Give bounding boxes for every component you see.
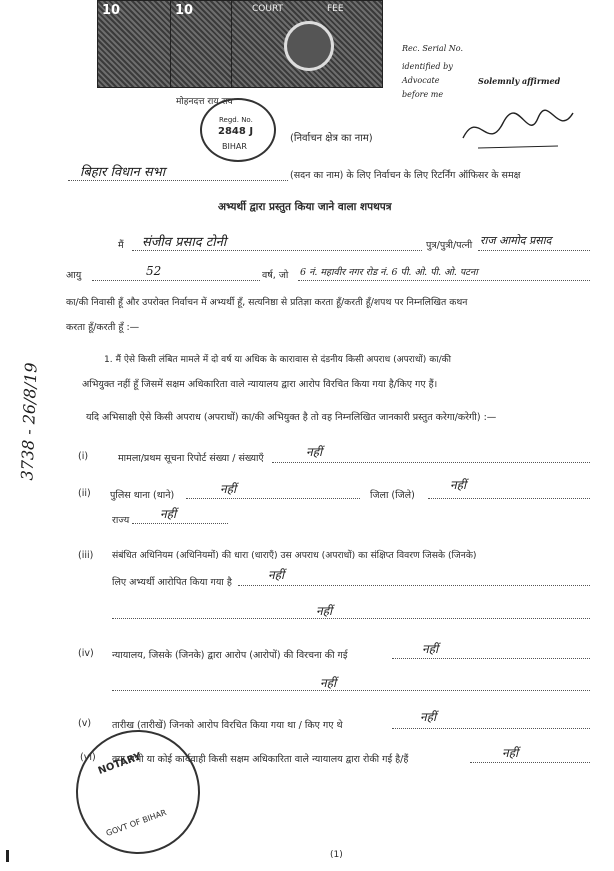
item-iv-label: (iv)	[78, 648, 94, 659]
item-ii-label: (ii)	[78, 488, 91, 499]
attestation-line: Advocate	[402, 76, 440, 85]
clause-1-line-2: अभियुक्त नहीं हूँ जिसमें सक्षम अधिकारिता वाले न्यायालय द्वारा आरोप विरचित किया गया है/किए गए हैं।	[82, 379, 438, 390]
father-name: राज आमोद प्रसाद	[480, 234, 552, 247]
item-iv-answer: नहीं	[422, 642, 439, 656]
notary-name: मोहनदत्त राय राय	[176, 97, 233, 107]
item-iv-text: न्यायालय, जिसके (जिनके) द्वारा आरोप (आरोपों) की विरचना की गई	[112, 650, 348, 661]
item-vi-label: (vi)	[80, 752, 96, 763]
affidavit-heading: अभ्यर्थी द्वारा प्रस्तुत किया जाने वाला शपथपत्र	[218, 201, 392, 213]
deponent-name: संजीव प्रसाद टोनी	[142, 235, 227, 250]
house-name-handwritten: बिहार विधान सभा	[80, 165, 166, 180]
answer-line	[132, 523, 228, 524]
constituency-label: (निर्वाचन क्षेत्र का नाम)	[290, 133, 373, 144]
page-mark	[6, 850, 9, 862]
attestation-line: before me	[402, 90, 444, 99]
age-line	[92, 280, 260, 281]
item-vi-answer: नहीं	[502, 746, 519, 760]
house-line-text: (सदन का नाम) के लिए निर्वाचन के लिए रिटर्निंग ऑफिसर के समक्ष	[290, 170, 521, 181]
attestation-line: Solemnly affirmed	[478, 76, 561, 86]
court-fee-stamp-left	[97, 0, 171, 88]
answer-line	[392, 658, 590, 659]
answer-line	[186, 498, 360, 499]
item-i-label: (i)	[78, 451, 89, 462]
margin-note: 3738 - 26/8/19	[17, 362, 41, 481]
item-ii-text: पुलिस थाना (थाने)	[110, 490, 175, 501]
address-value: 6 नं. महावीर नगर रोड नं. 6 पी. ओ. पी. ओ. पटना	[300, 267, 478, 278]
declaration-line-1: का/की निवासी हूँ और उपरोक्त निर्वाचन में अभ्यर्थी हूँ, सत्यनिष्ठा से प्रतिज्ञा करता हूँ/करती हूँ/शपथ पर निम्नलिखित कथन	[66, 297, 468, 308]
item-i-text: मामला/प्रथम सूचना रिपोर्ट संख्या / संख्याएँ	[118, 453, 264, 464]
item-iii-answer-2: नहीं	[316, 604, 333, 618]
item-iii-text: संबंधित अधिनियम (अधिनियमों) की धारा (धाराएँ) उस अपराध (अपराधों) का संक्षिप्त विवरण जिसके (जिनके)	[112, 550, 477, 561]
item-iii-answer: नहीं	[268, 568, 285, 582]
stamp-value: 10	[102, 3, 121, 18]
father-line	[478, 250, 590, 251]
item-ii-answer: नहीं	[220, 482, 237, 496]
notary-state: BIHAR	[222, 142, 247, 151]
attestation-line: identified by	[402, 62, 453, 71]
answer-line	[392, 728, 590, 729]
item-v-label: (v)	[78, 718, 92, 729]
item-iii-label: (iii)	[78, 550, 94, 561]
answer-line	[428, 498, 590, 499]
answer-line	[272, 462, 590, 463]
years-label: वर्ष, जो	[262, 270, 289, 281]
court-fee-stamp-middle	[170, 0, 232, 88]
state-answer: नहीं	[160, 507, 177, 521]
answer-line	[238, 585, 590, 586]
clause-1-line-1: 1. मैं ऐसे किसी लंबित मामले में दो वर्ष या अधिक के कारावास से दंडनीय किसी अपराध (अपराधों) का/की	[104, 355, 451, 365]
answer-line	[112, 690, 590, 691]
court-fee-stamp-right	[231, 0, 383, 88]
address-line	[298, 280, 590, 281]
seal-text: NOTARY	[96, 751, 143, 777]
notary-seal-bottom	[59, 713, 218, 871]
stamp-emblem-icon	[284, 21, 334, 71]
attestation-line: Rec. Serial No.	[402, 44, 464, 53]
seal-text: GOVT OF BIHAR	[104, 807, 168, 839]
stamp-word-court: COURT	[252, 4, 284, 14]
item-v-text: तारीख (तारीखें) जिनको आरोप विरचित किया गया था / किए गए थे	[112, 720, 343, 731]
age-value: 52	[146, 264, 162, 278]
house-name-line	[68, 180, 288, 181]
answer-line	[470, 762, 590, 763]
state-label: राज्य	[112, 515, 130, 526]
stamp-value: 10	[175, 3, 194, 18]
clause-1-line-3: यदि अभिसाक्षी ऐसे किसी अपराध (अपराधों) का/की अभियुक्त है तो वह निम्नलिखित जानकारी प्रस्तुत करेगा/करेगी) :—	[86, 412, 497, 423]
district-answer: नहीं	[450, 478, 467, 492]
relation-label: पुत्र/पुत्री/पत्नी	[426, 240, 473, 251]
stamp-word-fee: FEE	[327, 4, 344, 14]
signature-icon	[458, 98, 578, 158]
item-v-answer: नहीं	[420, 710, 437, 724]
deponent-prefix: मैं	[118, 240, 124, 251]
item-iii-text-2: लिए अभ्यर्थी आरोपित किया गया है	[112, 577, 232, 588]
notary-seal-top	[172, 84, 312, 174]
notary-reg-no: 2848 J	[218, 126, 254, 137]
item-i-answer: नहीं	[306, 445, 323, 459]
notary-reg-label: Regd. No.	[219, 116, 253, 124]
page-number: (1)	[330, 850, 343, 860]
answer-line	[112, 618, 590, 619]
district-label: जिला (जिले)	[370, 490, 415, 501]
item-iv-answer-2: नहीं	[320, 676, 337, 690]
declaration-line-2: करता हूँ/करती हूँ :—	[66, 322, 140, 333]
name-line	[132, 250, 422, 251]
item-vi-text: क्या सभी या कोई कार्यवाही किसी सक्षम अधिकारिता वाले न्यायालय द्वारा रोकी गई है/हैं	[112, 754, 409, 765]
age-label: आयु	[66, 270, 82, 281]
attestation-block	[398, 38, 608, 168]
